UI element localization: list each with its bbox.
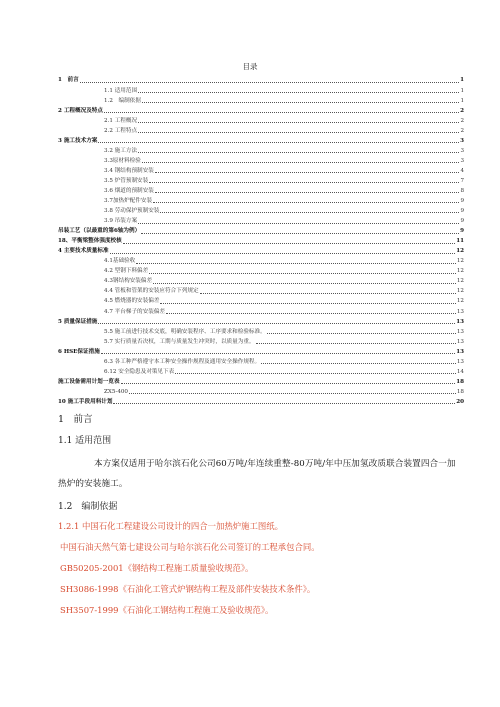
toc-leader-dots [256,343,456,344]
toc-entry-title: 3.5 炉管预制安装 [104,177,149,184]
toc-entry-page: 13 [456,308,464,315]
toc-entry-page: 12 [456,268,464,275]
subsection-heading-scope: 1.1 适用范围 [58,436,112,446]
toc-entry-page: 13 [456,348,464,355]
toc-entry-title: 4.5 燃烧器的安装偏差 [104,298,160,305]
toc-title: 目录 [242,62,258,71]
toc-entry[interactable] [58,225,464,235]
toc-entry[interactable] [58,365,464,375]
basis-item: 1.2.1 中国石化工程建设公司设计的四合一加热炉施工图纸。 [58,521,283,531]
toc-entry[interactable] [58,164,464,174]
toc-entry-title: ZX5-400 [104,388,128,395]
toc-entry-page: 9 [460,208,464,215]
toc-entry-title: 1.1 适用范围 [104,87,138,94]
toc-entry-page: 12 [456,288,464,295]
toc-entry[interactable] [58,215,464,225]
toc-entry-page: 4 [460,167,464,174]
toc-entry-page: 7 [460,177,464,184]
toc-entry[interactable] [58,185,464,195]
toc-entry-page: 3 [460,157,464,164]
toc-leader-dots [113,403,455,404]
toc-leader-dots [160,212,459,213]
toc-entry-title: 施工设备需用计划一览表 [58,378,120,385]
toc-entry-page: 20 [456,398,464,405]
toc-leader-dots [153,202,459,203]
toc-entry[interactable] [58,375,464,385]
toc-entry[interactable] [58,255,464,265]
toc-entry[interactable] [58,295,464,305]
toc-entry[interactable] [58,84,464,94]
toc-leader-dots [155,192,460,193]
toc-entry-title: 3.2 施工方法 [104,147,138,154]
toc-entry[interactable] [58,114,464,124]
toc-entry-title: 4 主要技术质量标准 [58,248,109,255]
toc-entry[interactable] [58,285,464,295]
toc-leader-dots [160,303,455,304]
toc-entry-page: 12 [456,258,464,265]
toc-entry-title: 4.4 管板和管架的安装应符合下列规定 [104,288,199,295]
toc-leader-dots [153,283,456,284]
toc-entry-page: 12 [456,248,464,255]
section-heading-preface: 1 前言 [58,414,93,425]
toc-leader-dots [136,263,456,264]
toc-leader-dots [267,333,456,334]
toc-entry-title: 4.1基础验收 [104,258,136,265]
toc-entry[interactable] [58,315,464,325]
toc-entry[interactable] [58,335,464,345]
toc-entry[interactable] [58,74,464,84]
toc-entry-title: 5.7 实行质量否决权，工期与质量发生冲突时，以质量为重。 [104,338,255,345]
basis-item: 中国石油天然气第七建设公司与哈尔滨石化公司签订的工程承包合同。 [60,542,320,552]
basis-item: SH3507-1999《石油化工钢结构工程施工及验收规范》。 [60,605,274,615]
toc-entry[interactable] [58,385,464,395]
toc-leader-dots [138,92,459,93]
toc-entry-title: 3.3原材料检验 [104,157,141,164]
toc-entry-title: 4.7 平台梯子的安装偏差 [104,308,166,315]
toc-entry[interactable] [58,355,464,365]
toc-entry-page: 1 [460,97,464,104]
toc-entry[interactable] [58,265,464,275]
toc-entry-title: 3.9 吊装方案 [104,218,138,225]
toc-entry[interactable] [58,144,464,154]
toc-entry-page: 2 [460,117,464,124]
toc-entry-title: 18、平衡梁整体强度校核 [58,238,122,245]
toc-entry-page: 8 [460,187,464,194]
toc-entry[interactable] [58,174,464,184]
toc-leader-dots [104,112,459,113]
toc-entry-page: 9 [460,198,464,205]
toc-entry-page: 18 [456,378,464,385]
toc-entry[interactable] [58,325,464,335]
toc-entry-page: 13 [456,338,464,345]
toc-entry-title: 2.2 工程特点 [104,127,138,134]
toc-entry-title: 2 工程概况及特点 [58,107,103,114]
toc-leader-dots [261,363,456,364]
toc-leader-dots [175,373,456,374]
toc-leader-dots [149,273,456,274]
toc-entry-page: 1 [460,77,464,84]
toc-entry-title: 2.1 工程概况 [104,117,138,124]
toc-entry[interactable] [58,396,464,406]
basis-item: SH3086-1998《石油化工管式炉钢结构工程及部件安装技术条件》。 [60,584,316,594]
toc-entry[interactable] [58,124,464,134]
toc-entry-title: 5.5 施工前进行技术交底，明确安装程序、工序要求和检验标准。 [104,328,266,335]
toc-entry-page: 9 [460,228,464,235]
toc-entry-title: 3.6 烟道的预制安装 [104,187,154,194]
toc-entry-title: 3.4 钢结构预制安装 [104,167,154,174]
toc-entry[interactable] [58,275,464,285]
toc-entry-title: 6.12 安全隐患及对策见下表 [104,368,175,375]
toc-entry-title: 10 施工手段用料计划 [58,398,113,405]
toc-leader-dots [121,383,456,384]
toc-entry-page: 12 [456,298,464,305]
toc-leader-dots [155,172,460,173]
toc-entry-title: 4.3钢结构安装偏差 [104,278,153,285]
toc-entry[interactable] [58,205,464,215]
toc-entry-page: 11 [456,238,464,245]
toc-entry-page: 13 [456,328,464,335]
toc-entry[interactable] [58,235,464,245]
toc-entry-title: 5 质量保证措施 [58,318,98,325]
toc-entry-page: 3 [460,137,464,144]
toc-leader-dots [101,353,455,354]
toc-entry[interactable] [58,104,464,114]
table-of-contents [58,74,464,406]
toc-leader-dots [98,323,455,324]
toc-entry-title: 4.2 型钢下料偏差 [104,268,149,275]
toc-entry-page: 12 [456,278,464,285]
toc-leader-dots [129,393,456,394]
toc-entry[interactable] [58,195,464,205]
toc-entry[interactable] [58,245,464,255]
toc-entry-page: 14 [456,368,464,375]
toc-leader-dots [138,223,459,224]
toc-entry-title: 6.3 各工种严格遵守本工种安全操作规程及通用安全操作规程。 [104,358,261,365]
toc-leader-dots [80,82,459,83]
toc-entry-title: 1.2 编制依据 [104,97,141,104]
toc-leader-dots [141,233,459,234]
toc-entry[interactable] [58,305,464,315]
toc-leader-dots [142,162,460,163]
toc-entry-title: 6 HSE保证措施 [58,348,100,355]
toc-entry[interactable] [58,134,464,144]
toc-leader-dots [138,132,459,133]
toc-leader-dots [138,152,459,153]
toc-entry-page: 2 [460,127,464,134]
toc-entry-title: 1 前言 [58,77,79,84]
toc-leader-dots [200,293,456,294]
toc-entry-page: 1 [460,87,464,94]
toc-entry-page: 18 [456,388,464,395]
toc-entry-page: 2 [460,107,464,114]
toc-entry-title: 吊装工艺（以最重的第6轴为例） [58,228,141,235]
toc-leader-dots [123,243,455,244]
toc-entry[interactable] [58,345,464,355]
toc-entry[interactable] [58,154,464,164]
toc-entry-title: 3.7加热炉配件安装 [104,198,153,205]
toc-entry-title: 3.8 劳动保护预制安装 [104,208,160,215]
basis-item: GB50205-2001《钢结构工程施工质量验收规范》。 [60,563,254,573]
subsection-heading-basis: 1.2 编制依据 [58,502,118,512]
toc-entry[interactable] [58,94,464,104]
toc-entry-page: 9 [460,218,464,225]
toc-entry-page: 13 [456,318,464,325]
toc-entry-page: 3 [460,147,464,154]
toc-entry-title: 3 施工技术方案 [58,137,98,144]
scope-paragraph: 本方案仅适用于哈尔滨石化公司60万吨/年连续重整-80万吨/年中压加氢改质联合装置四合一加热炉的安装施工。 [58,459,456,489]
toc-leader-dots [149,182,459,183]
toc-leader-dots [138,122,459,123]
toc-leader-dots [110,253,456,254]
toc-leader-dots [142,102,460,103]
toc-leader-dots [98,142,459,143]
toc-entry-page: 13 [456,358,464,365]
toc-leader-dots [166,313,456,314]
